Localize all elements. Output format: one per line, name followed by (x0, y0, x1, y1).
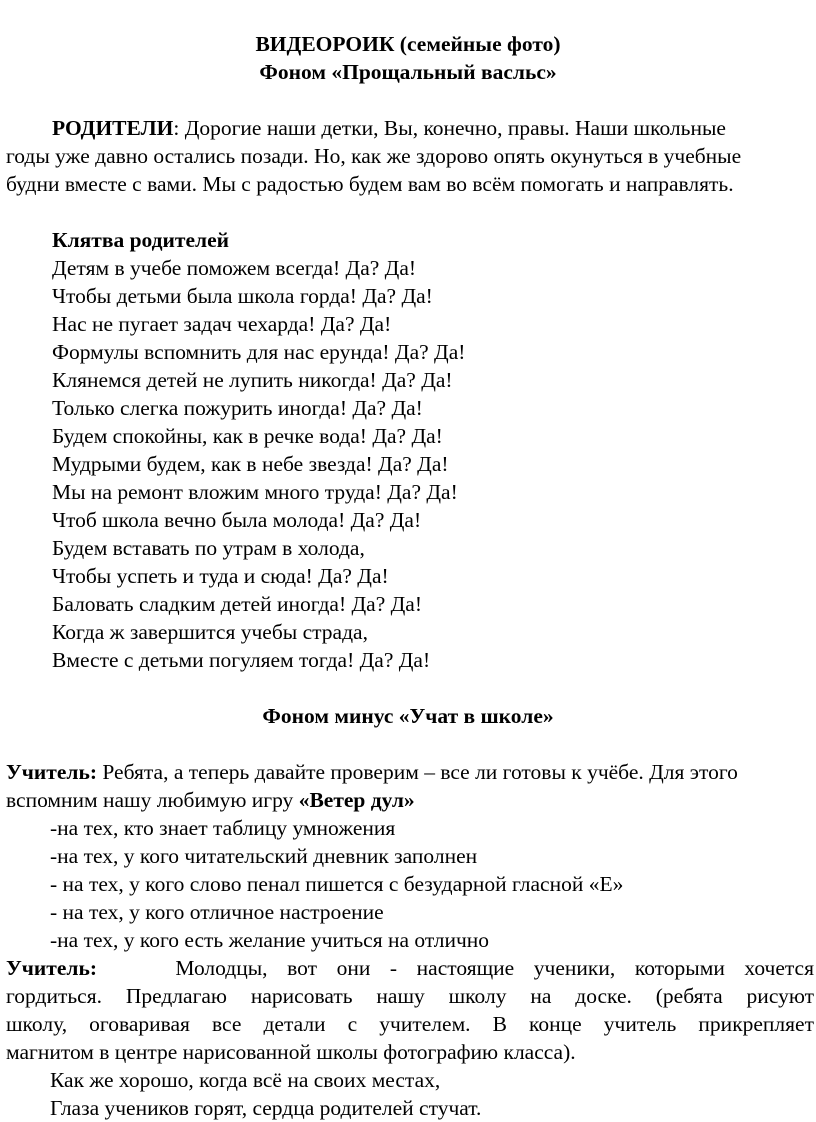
oath-line: Нас не пугает задач чехарда! Да? Да! (52, 312, 392, 336)
teacher2-text-1: Молодцы, вот они - настоящие ученики, которыми хочется (175, 956, 814, 980)
teacher-line-1 (6, 758, 738, 786)
oath-line: Чтоб школа вечно была молода! Да? Да! (52, 508, 422, 532)
title-line-2: Фоном «Прощальный васльс» (259, 60, 557, 84)
oath-line: Когда ж завершится учебы страда, (52, 620, 368, 644)
parents-line-1 (52, 114, 726, 142)
teacher-text-2: вспомним нашу любимую игру (6, 788, 299, 812)
parents-colon: : (173, 116, 180, 140)
parents-speaker: РОДИТЕЛИ (52, 116, 174, 140)
oath-line: Мы на ремонт вложим много труда! Да? Да! (52, 480, 458, 504)
parents-text-1: Дорогие наши детки, Вы, конечно, правы. Наши школьные (179, 116, 726, 140)
oath-line: Чтобы детьми была школа горда! Да? Да! (52, 284, 433, 308)
oath-line: Будем вставать по утрам в холода, (52, 536, 365, 560)
game-item: - на тех, у кого слово пенал пишется с безударной гласной «Е» (50, 872, 624, 896)
oath-line: Мудрыми будем, как в небе звезда! Да? Да! (52, 452, 449, 476)
oath-line: Вместе с детьми погуляем тогда! Да? Да! (52, 648, 431, 672)
game-item: -на тех, у кого читательский дневник заполнен (50, 844, 478, 868)
oath-line: Формулы вспомнить для нас ерунда! Да? Да! (52, 340, 466, 364)
oath-line: Детям в учебе поможем всегда! Да? Да! (52, 256, 417, 280)
oath-heading: Клятва родителей (52, 228, 230, 252)
teacher2-line-4: магнитом в центре нарисованной школы фотографию класса). (6, 1040, 576, 1064)
title-line-1: ВИДЕОРОИК (семейные фото) (255, 32, 561, 56)
poem-line: Глаза учеников горят, сердца родителей стучат. (50, 1096, 482, 1120)
oath-line: Будем спокойны, как в речке вода! Да? Да! (52, 424, 443, 448)
parents-line-3: будни вместе с вами. Мы с радостью будем вам во всём помогать и направлять. (6, 172, 734, 196)
parents-line-2: годы уже давно остались позади. Но, как же здорово опять окунуться в учебные (6, 144, 742, 168)
game-name: «Ветер дул» (298, 788, 415, 812)
teacher2-line-1 (6, 954, 814, 982)
teacher2-line-3: школу, оговаривая все детали с учителем. В конце учитель прикрепляет (6, 1012, 814, 1036)
oath-line: Чтобы успеть и туда и сюда! Да? Да! (52, 564, 389, 588)
teacher-line-2 (6, 786, 415, 814)
teacher2-speaker: Учитель: (6, 956, 97, 980)
game-item: -на тех, у кого есть желание учиться на отлично (50, 928, 490, 952)
poem-line: Как же хорошо, когда всё на своих местах, (50, 1068, 441, 1092)
oath-line: Клянемся детей не лупить никогда! Да? Да! (52, 368, 453, 392)
oath-line: Только слегка пожурить иногда! Да? Да! (52, 396, 423, 420)
game-item: -на тех, кто знает таблицу умножения (50, 816, 396, 840)
section-heading: Фоном минус «Учат в школе» (262, 704, 554, 728)
teacher-text-1: Ребята, а теперь давайте проверим – все ли готовы к учёбе. Для этого (97, 760, 738, 784)
game-item: - на тех, у кого отличное настроение (50, 900, 384, 924)
teacher-speaker: Учитель: (6, 760, 97, 784)
oath-line: Баловать сладким детей иногда! Да? Да! (52, 592, 422, 616)
teacher2-line-2: гордиться. Предлагаю нарисовать нашу школу на доске. (ребята рисуют (6, 984, 814, 1008)
